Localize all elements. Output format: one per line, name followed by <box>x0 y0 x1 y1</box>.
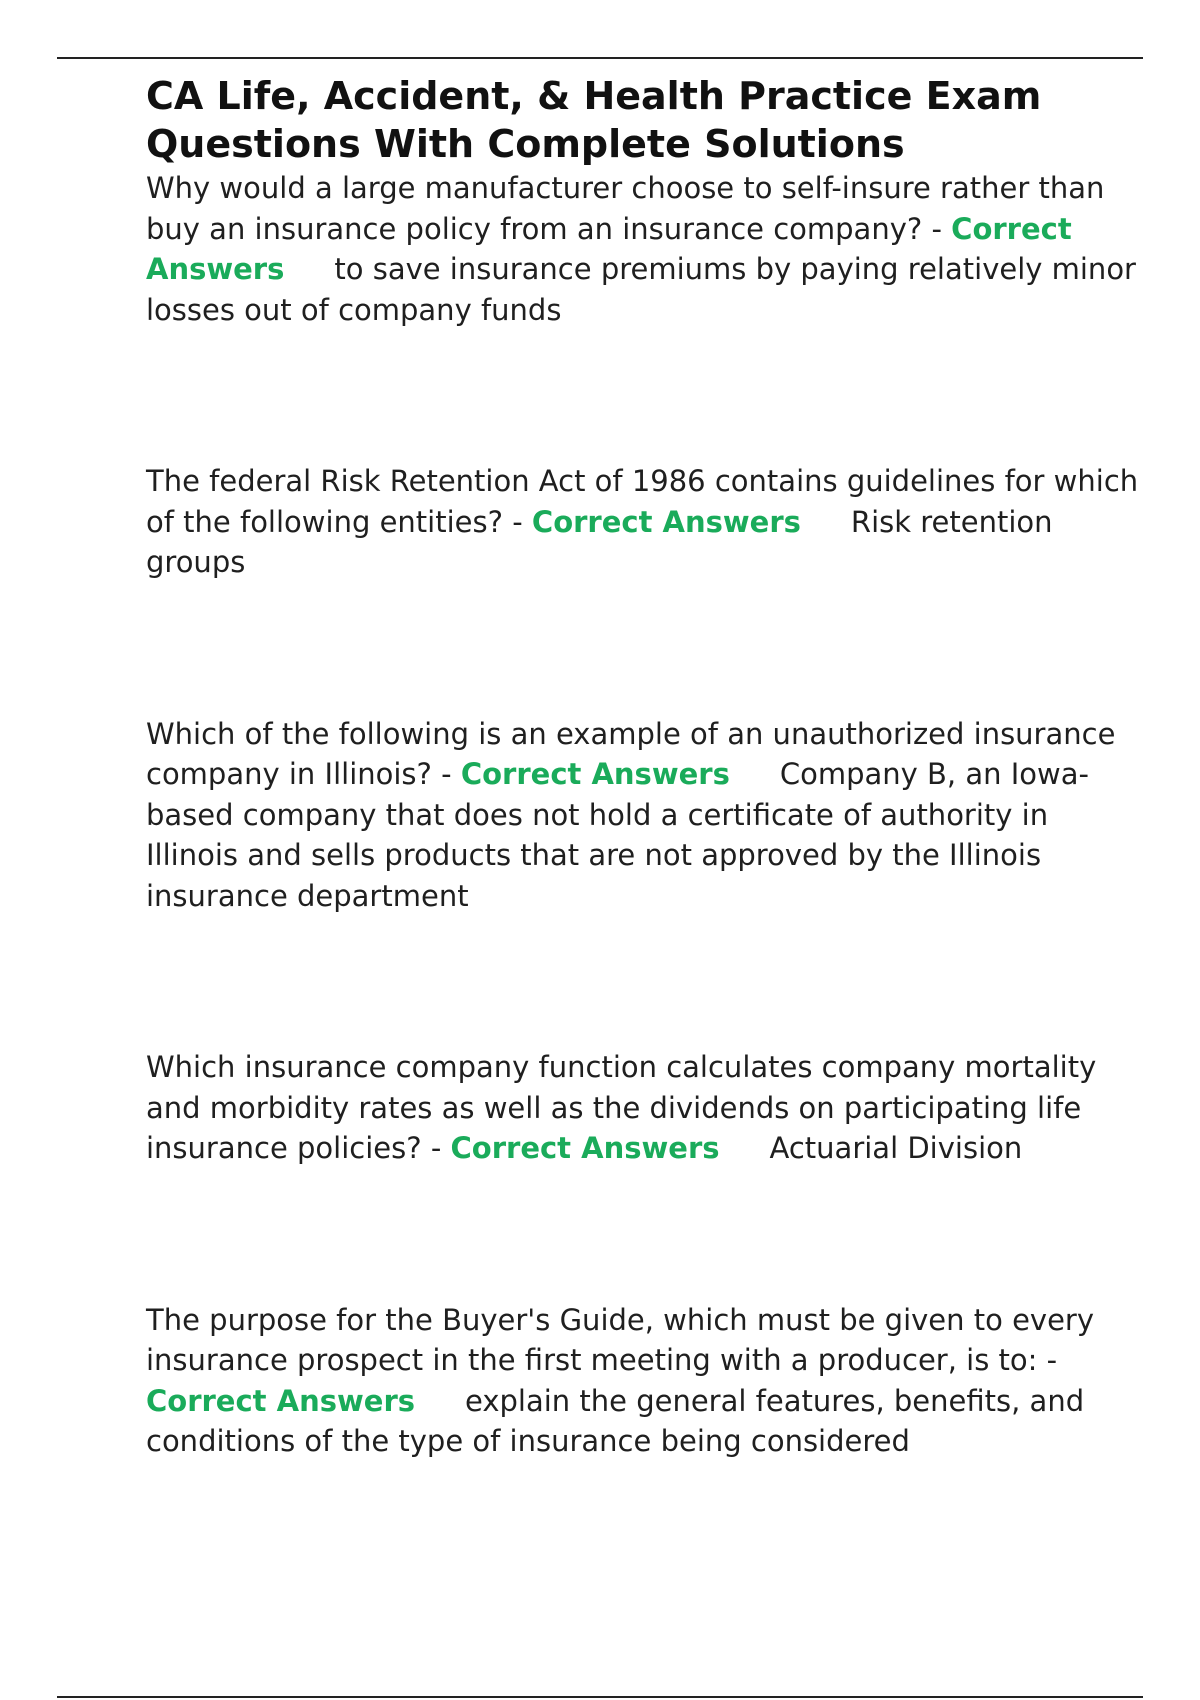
correct-answers-label: Correct Answers <box>531 504 801 539</box>
document-body <box>146 72 1146 1593</box>
bottom-divider <box>57 1696 1143 1698</box>
correct-answers-label: Correct Answers <box>146 1383 416 1418</box>
top-divider <box>57 57 1143 59</box>
qa-item <box>146 461 1146 583</box>
qa-item <box>146 168 1146 330</box>
answer-text: Risk retention groups <box>146 504 1053 579</box>
question-text: The federal Risk Retention Act of 1986 contains guidelines for which of the following entities? - <box>146 464 1139 539</box>
question-text: Which of the following is an example of an unauthorized insurance company in Illinois? - <box>146 716 1116 791</box>
qa-item <box>146 1047 1146 1169</box>
question-text: Which insurance company function calculates company mortality and morbidity rates as well as the dividends on participating life insurance policies? - <box>146 1050 1097 1165</box>
correct-answers-label: Correct Answers <box>460 757 730 791</box>
answer-text: explain the general features, benefits, and conditions of the type of insurance being considered <box>146 1383 1085 1458</box>
correct-answers-label: Correct Answers <box>146 211 1072 286</box>
page-title: CA Life, Accident, & Health Practice Exam Questions With Complete Solutions <box>146 74 1042 166</box>
qa-item <box>146 714 1146 917</box>
qa-item <box>146 1300 1146 1462</box>
correct-answers-label: Correct Answers <box>450 1131 720 1165</box>
answer-text: Company B, an Iowa-based company that does not hold a certificate of authority in Illinois and sells products that are not approved by the Illinois insurance department <box>146 757 1089 913</box>
question-text: The purpose for the Buyer's Guide, which must be given to every insurance prospect in the first meeting with a producer, is to: - <box>146 1302 1095 1377</box>
question-text: Why would a large manufacturer choose to self-insure rather than buy an insurance policy from an insurance company? - <box>146 171 1105 246</box>
answer-text: to save insurance premiums by paying relatively minor losses out of company funds <box>146 252 1136 327</box>
answer-text: Actuarial Division <box>769 1131 1023 1165</box>
